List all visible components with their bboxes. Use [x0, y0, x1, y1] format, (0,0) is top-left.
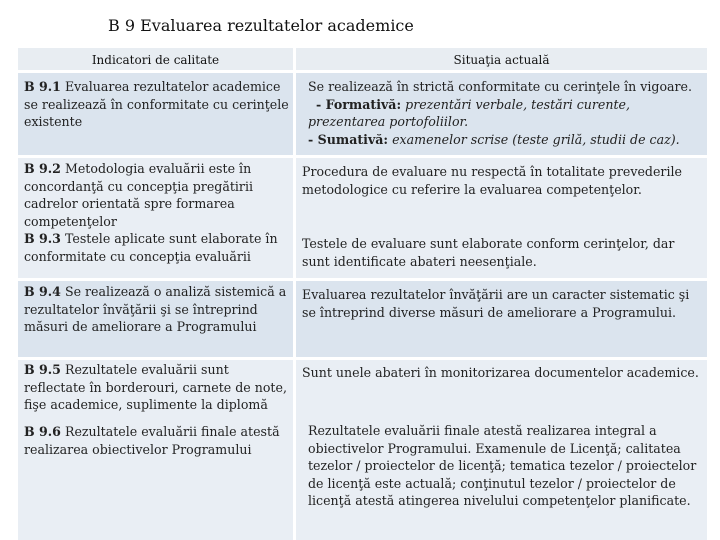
page-title: B 9 Evaluarea rezultatelor academice — [108, 16, 414, 35]
row-b91-indicator — [18, 73, 293, 155]
situation-text: Evaluarea rezultatelor învăţării are un caracter sistematic şi se întreprind diverse măsuri de ameliorare a Programului. — [302, 287, 690, 320]
situation-text: Procedura de evaluare nu respectă în totalitate prevederile metodologice cu referire la evaluarea competenţelor. — [302, 164, 682, 197]
indicator-text: Metodologia evaluării este în concordanţă cu concepţia pregătirii cadrelor orientată spre formarea competenţelor — [24, 161, 254, 229]
row-b94-situation — [296, 281, 707, 357]
indicator-text: Evaluarea rezultatelor academice se realizează în conformitate cu cerinţele existente — [24, 79, 289, 130]
header-indicators-label: Indicatori de calitate — [91, 53, 220, 67]
indicator-code: B 9.1 — [24, 79, 61, 94]
indicator-code: B 9.3 — [24, 231, 61, 247]
situation-text: Testele de evaluare sunt elaborate conform cerinţelor, dar sunt identificate abateri neesenţiale. — [302, 236, 675, 269]
indicator-code: B 9.2 — [24, 161, 61, 176]
header-current-situation — [296, 48, 707, 70]
indicator-code: B 9.4 — [24, 284, 61, 299]
formativa-label: - Formativă: — [316, 96, 402, 112]
row-b95-b96-situation — [296, 360, 707, 540]
indicator-b93 — [24, 230, 289, 265]
sumativa-text: examenelor scrise (teste grilă, studii de caz). — [388, 131, 680, 147]
situation-line: Se realizează în strictă conformitate cu cerinţele în vigoare. — [308, 79, 693, 94]
sumativa-label: - Sumativă: — [308, 131, 389, 147]
indicator-text: Testele aplicate sunt elaborate în conformitate cu concepţia evaluării — [24, 231, 278, 264]
situation-text: Sunt unele abateri în monitorizarea documentelor academice. — [302, 365, 699, 380]
formativa-text: prezentări verbale, testări curente, prezentarea portofoliilor. — [308, 96, 630, 130]
indicator-text: Rezultatele evaluării finale atestă realizarea obiectivelor Programului — [24, 424, 280, 457]
header-indicators — [18, 48, 293, 70]
row-b92-b93-indicator — [18, 158, 293, 278]
indicator-b96 — [24, 423, 289, 458]
indicator-text: Rezultatele evaluării sunt reflectate în borderouri, carnete de note, fişe academice, suplimente la diplomă — [24, 362, 287, 413]
indicator-code: B 9.5 — [24, 362, 61, 377]
indicator-b95 — [24, 361, 289, 423]
indicator-text: Se realizează o analiză sistemică a rezultatelor învăţării şi se întreprind măsuri de ameliorare a Programului — [24, 284, 287, 335]
header-current-situation-label: Situaţia actuală — [453, 53, 550, 67]
row-b95-b96-indicator — [18, 360, 293, 540]
indicator-b92 — [24, 160, 289, 230]
row-b91-situation — [296, 73, 707, 155]
situation-text: Rezultatele evaluării finale atestă realizarea integral a obiectivelor Programului. Examenule de Licenţă; calitatea tezelor / proiectelor de licenţă; tematica tezelor / proiectelor de licenţă este actuală; conţinutul tezelor / proiectelor de licenţă atestă atingerea nivelului competenţelor planificate. — [308, 423, 697, 509]
row-b94-indicator — [18, 281, 293, 357]
indicator-code: B 9.6 — [24, 424, 61, 439]
row-b92-b93-situation — [296, 158, 707, 278]
